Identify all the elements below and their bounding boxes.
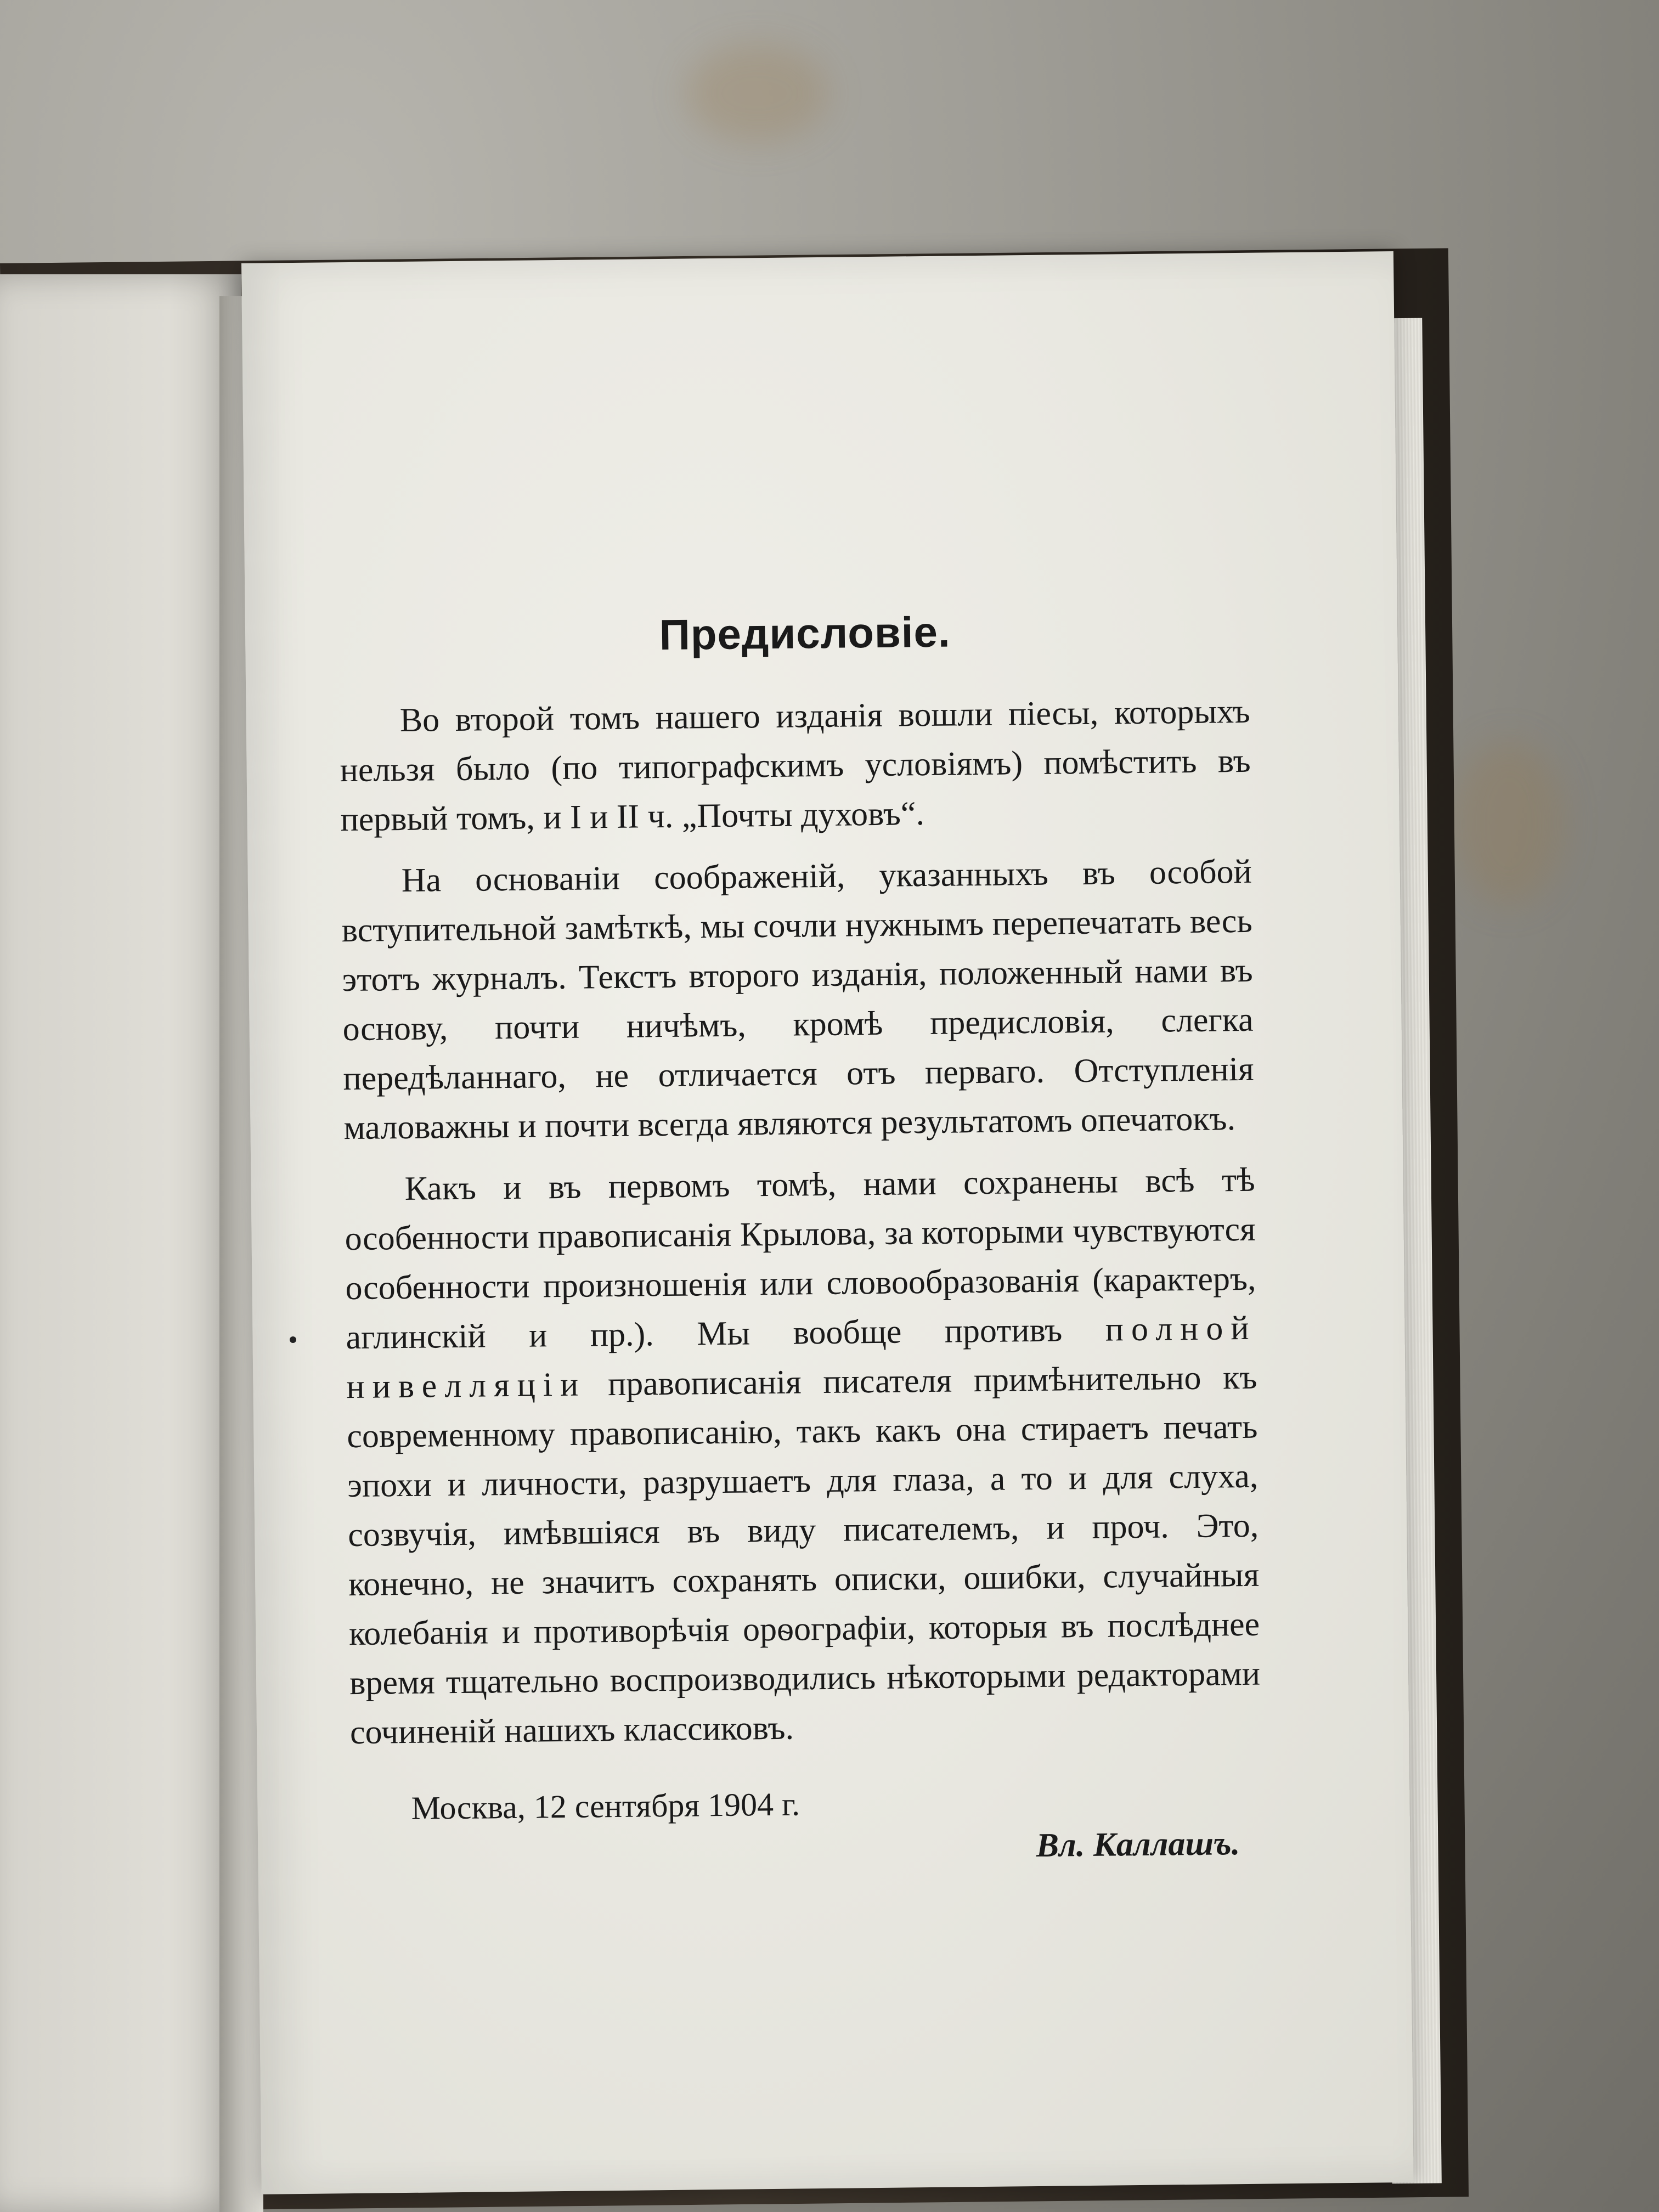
ink-speck — [290, 1336, 296, 1343]
table-stain — [686, 44, 828, 143]
left-page — [0, 274, 241, 2212]
signature: Вл. Каллашъ. — [1036, 1825, 1240, 1864]
show-through-text: ​ — [341, 405, 342, 433]
page-content — [338, 604, 1262, 1872]
table-stain — [1454, 741, 1564, 905]
emphasized-text: полной нивелляціи — [346, 1309, 1257, 1406]
paragraph-3-text: Какъ и въ первомъ томѣ, нами сохранены всѣ тѣ особенности правописанія Крылова, за которыми чувствуются особенности произношенія или словообразованія (карактеръ, аглинскій и пр.). Мы вообще противъ — [345, 1161, 1256, 1357]
paragraph-2: На основаніи соображеній, указанныхъ въ особой вступительной замѣткѣ, мы сочли нужнымъ перепечатать весь этотъ журналъ. Текстъ второго изданія, положенный нами въ основу, почти ничѣмъ, кромѣ предисловія, слегка передѣланнаго, не отличается отъ перваго. Отступленія маловажны и почти всегда являются результатомъ опечатокъ. — [341, 853, 1254, 1147]
paragraph-3-text-continued: правописанія писателя примѣнительно къ современному правописанію, такъ какъ она стираетъ печать эпохи и личности, разрушаетъ для глаза, а то и для слуха, созвучія, имѣвшіяся въ виду писателемъ, и проч. Это, конечно, не значитъ сохранять описки, ошибки, случайныя колебанія и противорѣчія орѳографіи, которыя въ послѣднее время тщательно воспроизводились нѣкоторыми редакторами сочиненій нашихъ классиковъ. — [347, 1358, 1261, 1752]
paragraph-3 — [344, 1155, 1261, 1757]
paragraph-1: Во второй томъ нашего изданія вошли піесы, которыхъ нельзя было (по типографскимъ условіямъ) помѣстить въ первый томъ, и I и II ч. „Почты духовъ“. — [340, 692, 1251, 839]
date-line: Москва, 12 сентября 1904 г. — [411, 1786, 800, 1826]
page-title: Предисловіе. — [659, 607, 951, 659]
main-page — [241, 251, 1414, 2194]
